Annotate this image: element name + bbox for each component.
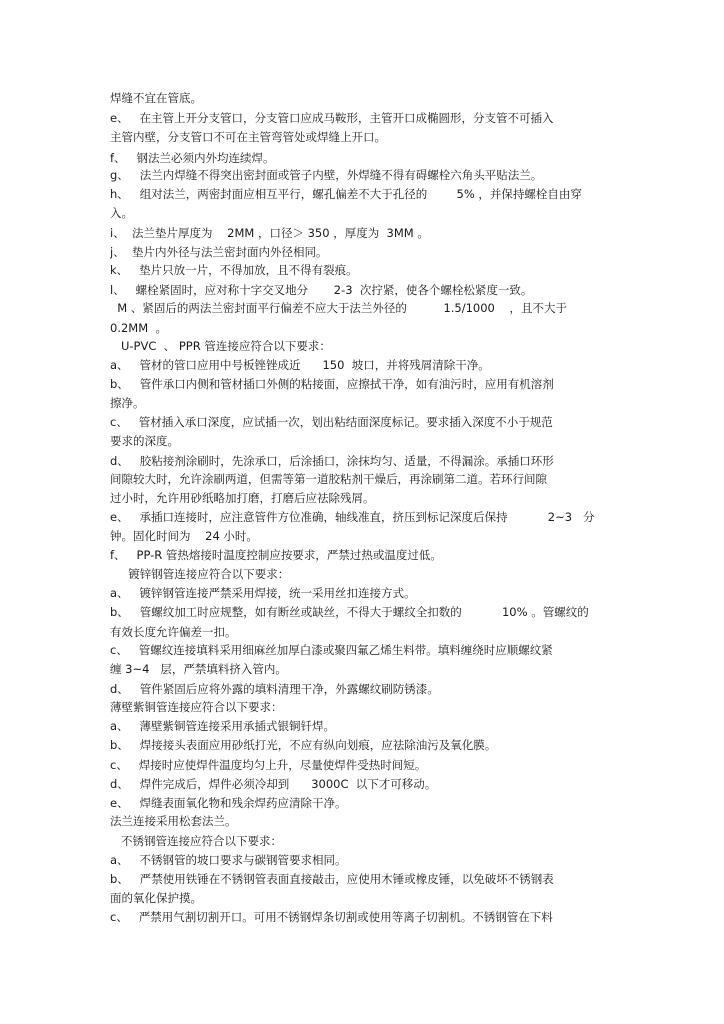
text-line: 间隙较大时，允许涂刷两道，但需等第一道胶粘剂干燥后，再涂刷第二道。若环行间隙: [110, 472, 547, 486]
text-line: c、 严禁用气割切割开口。可用不锈钢焊条切割或使用等离子切割机。不锈钢管在下料: [110, 910, 553, 924]
text-line: 法兰连接采用松套法兰。: [110, 814, 237, 828]
text-line: a、 镀锌钢管连接严禁采用焊接，统一采用丝扣连接方式。: [110, 586, 416, 600]
text-line: d、 胶粘接剂涂刷时，先涂承口，后涂插口，涂抹均匀、适量，不得漏涂。承插口环形: [110, 454, 554, 468]
text-line: e、 焊缝表面氧化物和残余焊药应清除干净。: [110, 796, 347, 810]
text-line: 焊缝不宜在管底。: [110, 91, 202, 105]
text-line: 钟。固化时间为 24 小时。: [110, 529, 258, 543]
text-line: d、 管件紧固后应将外露的填料清理干净，外露螺纹刷防锈漆。: [110, 682, 439, 696]
text-line: 缠 3~4 层，严禁填料挤入管内。: [110, 662, 287, 676]
text-line: j、 垫片内外径与法兰密封面内外径相同。: [110, 245, 328, 259]
text-line: 面的氧化保护摸。: [110, 891, 202, 905]
text-line: U-PVC 、 PPR 管连接应符合以下要求：: [110, 339, 331, 353]
text-line: d、 焊件完成后，焊件必须冷却到 3000C 以下才可移动。: [110, 777, 437, 791]
text-line: 薄壁紫铜管连接应符合以下要求：: [110, 700, 283, 714]
text-line: b、 严禁使用铁锤在不锈钢管表面直接敲击，应使用木锤或橡皮锤，以免破坏不锈钢表: [110, 872, 554, 886]
text-line: c、 焊接时应使焊件温度均匀上升，尽量使焊件受热时间短。: [110, 758, 427, 772]
text-line: f、 钢法兰必须内外均连续焊。: [110, 151, 275, 165]
text-line: k、 垫片只放一片，不得加放，且不得有裂痕。: [110, 263, 358, 277]
text-line: 擦净。: [110, 396, 145, 410]
text-line: e、 承插口连接时，应注意管件方位准确，轴线准直，挤压到标记深度后保持 2~3 分: [110, 510, 595, 524]
text-line: a、 管材的管口应用中号板锉锉成近 150 坡口，并将残屑清除干净。: [110, 358, 490, 372]
text-line: f、 PP-R 管热熔接时温度控制应按要求，严禁过热或温度过低。: [110, 548, 442, 562]
text-line: l、 螺栓紧固时，应对称十字交叉地分 2-3 次拧紧，使各个螺栓松紧度一致。: [110, 283, 533, 297]
text-line: 要求的深度。: [110, 434, 179, 448]
text-line: b、 焊接接头表面应用砂纸打光，不应有纵向划痕，应祛除油污及氧化膜。: [110, 738, 497, 752]
text-line: 0.2MM 。: [110, 321, 167, 335]
text-line: g、 法兰内焊缝不得突出密封面或管子内壁，外焊缝不得有碍螺栓六角头平贴法兰。: [110, 168, 543, 182]
text-line: e、 在主管上开分支管口，分支管口应成马鞍形，主管开口成椭圆形，分支管不可插入: [110, 111, 554, 125]
text-line: h、 组对法兰，两密封面应相互平行，螺孔偏差不大于孔径的 5% ，并保持螺栓自由穿: [110, 187, 582, 201]
text-line: 入。: [110, 206, 133, 220]
text-line: i、 法兰垫片厚度为 2MM ，口径＞ 350 ，厚度为 3MM 。: [110, 226, 429, 240]
text-line: 不锈钢管连接应符合以下要求：: [110, 834, 282, 848]
text-line: 过小时，允许用砂纸略加打磨，打磨后应祛除残屑。: [110, 491, 375, 505]
text-line: c、 管材插入承口深度，应试插一次，划出粘结面深度标记。要求插入深度不小于规范: [110, 415, 553, 429]
text-line: b、 管件承口内侧和管材插口外侧的粘接面，应擦拭干净，如有油污时，应用有机溶剂: [110, 377, 554, 391]
text-line: M 、紧固后的两法兰密封面平行偏差不应大于法兰外径的 1.5/1000 ，且不大于: [110, 301, 567, 315]
text-line: 主管内壁，分支管口不可在主管弯管处或焊缝上开口。: [110, 130, 386, 144]
text-line: c、 管螺纹连接填料采用细麻丝加厚白漆或聚四氟乙烯生料带。填料缠绕时应顺螺纹紧: [110, 643, 553, 657]
text-line: 镀锌钢管连接应符合以下要求：: [110, 567, 290, 581]
text-line: b、 管螺纹加工时应规整，如有断丝或缺丝，不得大于螺纹全扣数的 10% 。管螺纹的: [110, 605, 589, 619]
text-line: a、 薄壁紫铜管连接采用承插式银铜钎焊。: [110, 719, 336, 733]
text-line: a、 不锈钢管的坡口要求与碳钢管要求相同。: [110, 853, 347, 867]
text-line: 有效长度允许偏差一扣。: [110, 625, 237, 639]
